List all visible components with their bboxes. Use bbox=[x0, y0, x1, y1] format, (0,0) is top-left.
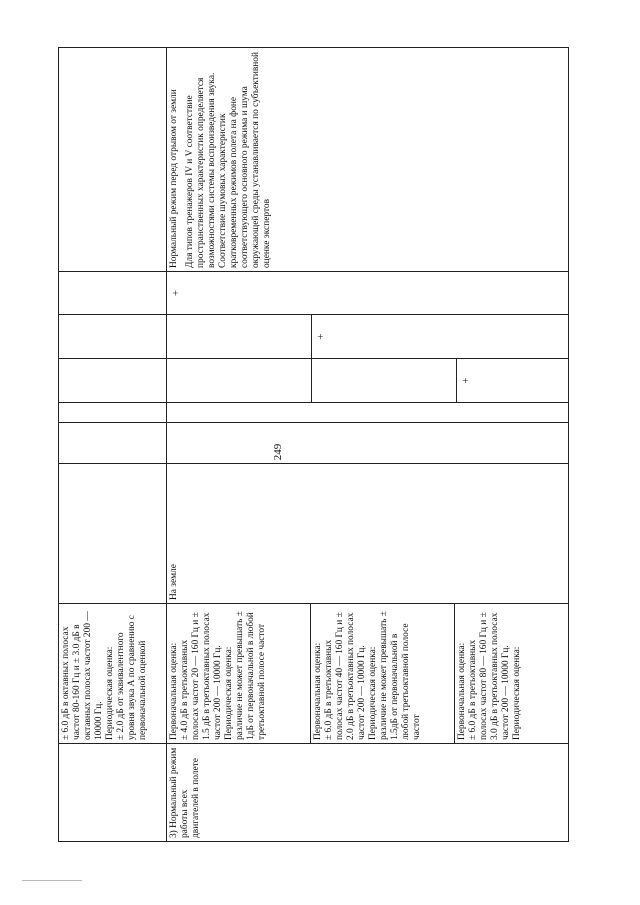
plus-mark: + bbox=[460, 377, 472, 384]
empty-cell bbox=[59, 464, 167, 604]
empty-cell bbox=[59, 744, 167, 842]
table-row bbox=[167, 48, 311, 842]
on-ground-cell: На земле bbox=[167, 464, 569, 604]
requirements-table bbox=[58, 47, 569, 842]
plus-mark: + bbox=[315, 333, 327, 340]
tolerance-cell: Первоначальная оценка: ± 6.0 дБ в третьоктавных полосах частот 40 — 160 Гц и ± 2.0 дБ в третьоктавных полосах частот 200 — 10000 Гц. Периодическая оценка: различие не может превышать ± 1.5дБ от первоначальной в любой третьоктавной полосе частот bbox=[311, 604, 455, 744]
plus-mark: + bbox=[170, 289, 182, 297]
tolerance-cell: Первоначальная оценка: ± 4.0 дБ в третьоктавных полосах частот 20 — 160 Гц и ± 1.5 дБ в третьоктавных полосах частот 200 — 10000 Гц. Периодическая оценка: различие не может превышать ± 1дБ от первоначальной в любой третьоктавной полосе частот bbox=[167, 604, 311, 744]
table-row bbox=[59, 48, 167, 842]
mode-label-cell: 3) Нормальный режим работы всех двигателей в полете bbox=[167, 744, 569, 842]
tolerance-cell: Первоначальная оценка: ± 6.0 дБ в третьоктавных полосах частот 80 — 160 Гц и ± 3.0 дБ в третьоктавных полосах частот 200 — 10000 Гц. Периодическая оценка: bbox=[455, 604, 569, 744]
comment-cell: Нормальный режим перед отрывом от земли Для типов тренажеров IV и V соответствие пространственных характеристик определяется возможностями системы воспроизведения звука. Соответствие шумовых характеристик кратковременных режимов полета на фоне соответствующего основного режима и шума окружающей среды устанавливается по субъективной оценке экспертов bbox=[167, 48, 569, 272]
tolerance-cell: ± 6.0 дБ в октавных полосах частот 80-160 Гц и ± 3.0 дБ в октавных полосах частот 200 — 10000 Гц. Периодическая оценка: ± 2.0 дБ от эквивалентного уровня звука А по сравнению с первоначальной оценкой bbox=[59, 604, 167, 744]
page-number: 249 bbox=[272, 443, 284, 461]
